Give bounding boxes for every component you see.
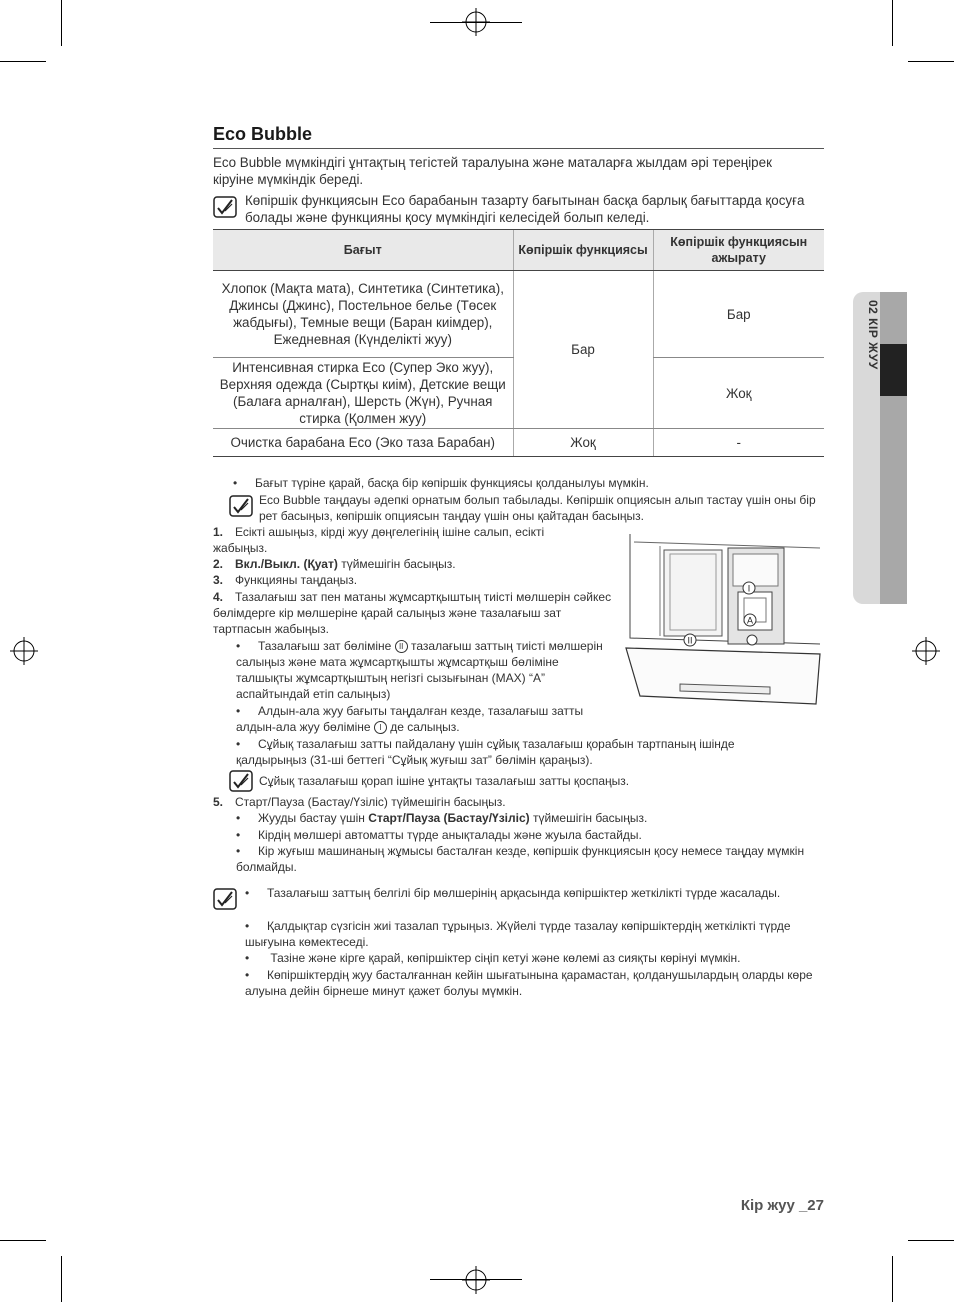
- note-icon: [213, 196, 237, 218]
- registration-mark-icon: [912, 637, 940, 665]
- chapter-tab-strip: [880, 292, 907, 604]
- intro-paragraph: Eco Bubble мүмкіндігі ұнтақтың тегістей таралуына және маталарға жылдам әрі тереңірек кіруіне мүмкіндік береді.: [213, 155, 772, 187]
- final-note-item: • Тазалағыш заттың белгілі бір мөлшерінің арқасында көпіршіктер жеткілікті түрде жасалады.: [245, 886, 781, 900]
- final-note-item: • Қалдықтар сүзгісін жиі тазалап тұрыңыз. Жүйелі түрде тазалау көпіршіктердің жеткілікті түрде шығуына көмектеседі.: [245, 919, 791, 949]
- crop-mark: [908, 1240, 954, 1241]
- step-4-bullet-1: • Тазалағыш зат бөліміне II тазалағыш заттың тиісті мөлшерін салыңыз және мата жұмсартқышты жұмсартқыш бөліміне талшықты жұмсартқыштың негізгі сызығынан (MAX) “A” аспайтындай етіп салыңыз): [236, 639, 603, 701]
- note-icon: [213, 888, 237, 910]
- flower-icon: [747, 635, 757, 645]
- step-5-bullet-3: • Кір жуғыш машинаның жұмысы басталған кезде, көпіршік функциясын қосу немесе таңдау мүмкін болмайды.: [236, 844, 805, 874]
- table-cell-disable: Бар: [653, 271, 824, 358]
- final-note-item: • Көпіршіктердің жуу басталғаннан кейін шығатынына қарамастан, қолданушылардың оларды көре алуына дейін бірнеше минут қажет болуы мүмкін.: [245, 968, 813, 998]
- compartment-ii-icon: II: [395, 640, 408, 653]
- table-cell-bubble: Бар: [513, 271, 653, 429]
- chapter-tab-label: 02 КІР ЖУУ: [866, 300, 880, 370]
- table-row: [213, 429, 824, 457]
- table-cell-disable: -: [653, 429, 824, 457]
- registration-mark-icon: [462, 8, 490, 36]
- note-default-setting: Eco Bubble таңдауы әдепкі орнатым болып табылады. Көпіршік опциясын алып тастау үшін оны бір рет басыңыз, көпіршік опциясын таңдау үшін оны қайтадан басыңыз.: [259, 493, 816, 523]
- note-liquid-detergent: Сұйық тазалағыш қорап ішіне ұнтақты тазалағыш затты қоспаңыз.: [259, 774, 630, 788]
- table-footnote: • Бағыт түріне қарай, басқа бір көпіршік функциясы қолданылуы мүмкін.: [233, 476, 649, 490]
- table-cell-disable: Жоқ: [653, 358, 824, 429]
- table-cell-bubble: Жоқ: [513, 429, 653, 457]
- crop-mark: [61, 1256, 62, 1302]
- title-underline: [213, 148, 824, 149]
- main-wash-marker-label: II: [687, 635, 693, 646]
- detergent-drawer-illustration: [620, 526, 826, 708]
- table-header-program: Бағыт: [213, 230, 513, 271]
- registration-mark-icon: [10, 637, 38, 665]
- step-4: 4. Тазалағыш зат пен матаны жұмсартқыштың тиісті мөлшерін сәйкес бөлімдерге кір мөлшеріне қарай салыңыз және тазалағыш зат тартпасын жабыңыз.: [213, 590, 612, 636]
- step-3: 3. Функцияны таңдаңыз.: [213, 573, 358, 587]
- step-5: 5. Старт/Пауза (Бастау/Үзіліс) түймешігін басыңыз.: [213, 795, 506, 809]
- note-bubble-availability: Көпіршік функциясын Eco барабанын тазарту бағытынан басқа барлық бағыттарда қосуға болады және функцияны қосу мүмкіндігі келесідей болып келеді.: [245, 193, 805, 225]
- step-2: 2. Вкл./Выкл. (Қуат) түймешігін басыңыз.: [213, 557, 456, 571]
- step-5-bullet-2: • Кірдің мөлшері автоматты түрде анықталады және жуыла бастайды.: [236, 828, 642, 842]
- registration-mark-icon: [462, 1266, 490, 1294]
- final-note-item: • Тазіне және кірге қарай, көпіршіктер сіңіп кетуі және көлемі аз сияқты көрінуі мүмкін.: [245, 951, 741, 965]
- note-icon: [229, 770, 253, 792]
- crop-mark: [892, 0, 893, 46]
- table-cell-program: Хлопок (Мақта мата), Синтетика (Синтетика), Джинсы (Джинс), Постельное белье (Төсек жабдығы), Темные вещи (Баран киімдер), Ежедневная (Күнделікті жуу): [213, 271, 513, 358]
- softener-marker-label: A: [746, 615, 754, 626]
- table-cell-program: Очистка барабана Eco (Эко таза Барабан): [213, 429, 513, 457]
- chapter-tab-marker: [880, 344, 907, 396]
- section-title: Eco Bubble: [213, 124, 313, 144]
- step-4-bullet-3: • Сұйық тазалағыш затты пайдалану үшін сұйық тазалағыш қорабын тартпаның ішінде қалдырыңыз (31-ші беттегі “Сұйық жуғыш зат” бөлімін қараңыз).: [236, 737, 735, 767]
- crop-mark: [0, 61, 46, 62]
- table-header-bubble: Көпіршік функциясы: [513, 230, 653, 271]
- prewash-marker-label: I: [747, 583, 751, 594]
- step-5-bullet-1: • Жууды бастау үшін Старт/Пауза (Бастау/Үзіліс) түймешігін басыңыз.: [236, 811, 648, 825]
- bubble-function-table: [213, 229, 824, 457]
- compartment-i-icon: I: [374, 721, 387, 734]
- note-icon: [229, 495, 253, 517]
- table-row: [213, 271, 824, 358]
- table-cell-program: Интенсивная стирка Eco (Супер Эко жуу), Верхняя одежда (Сыртқы киім), Детские вещи (Балаға арналған), Шерсть (Жүн), Ручная стирка (Қолмен жуу): [213, 358, 513, 429]
- crop-mark: [908, 61, 954, 62]
- crop-mark: [61, 0, 62, 46]
- step-4-bullet-2: • Алдын-ала жуу бағыты таңдалған кезде, тазалағыш затты алдын-ала жуу бөліміне I де салыңыз.: [236, 704, 584, 734]
- table-header-disable: Көпіршік функциясын ажырату: [653, 230, 824, 271]
- step-1: 1. Есікті ашыңыз, кірді жуу дөңгелегінің ішіне салып, есікті жабыңыз.: [213, 525, 545, 555]
- crop-mark: [892, 1256, 893, 1302]
- crop-mark: [0, 1240, 46, 1241]
- page-footer: Кір жуу _27: [740, 1197, 824, 1214]
